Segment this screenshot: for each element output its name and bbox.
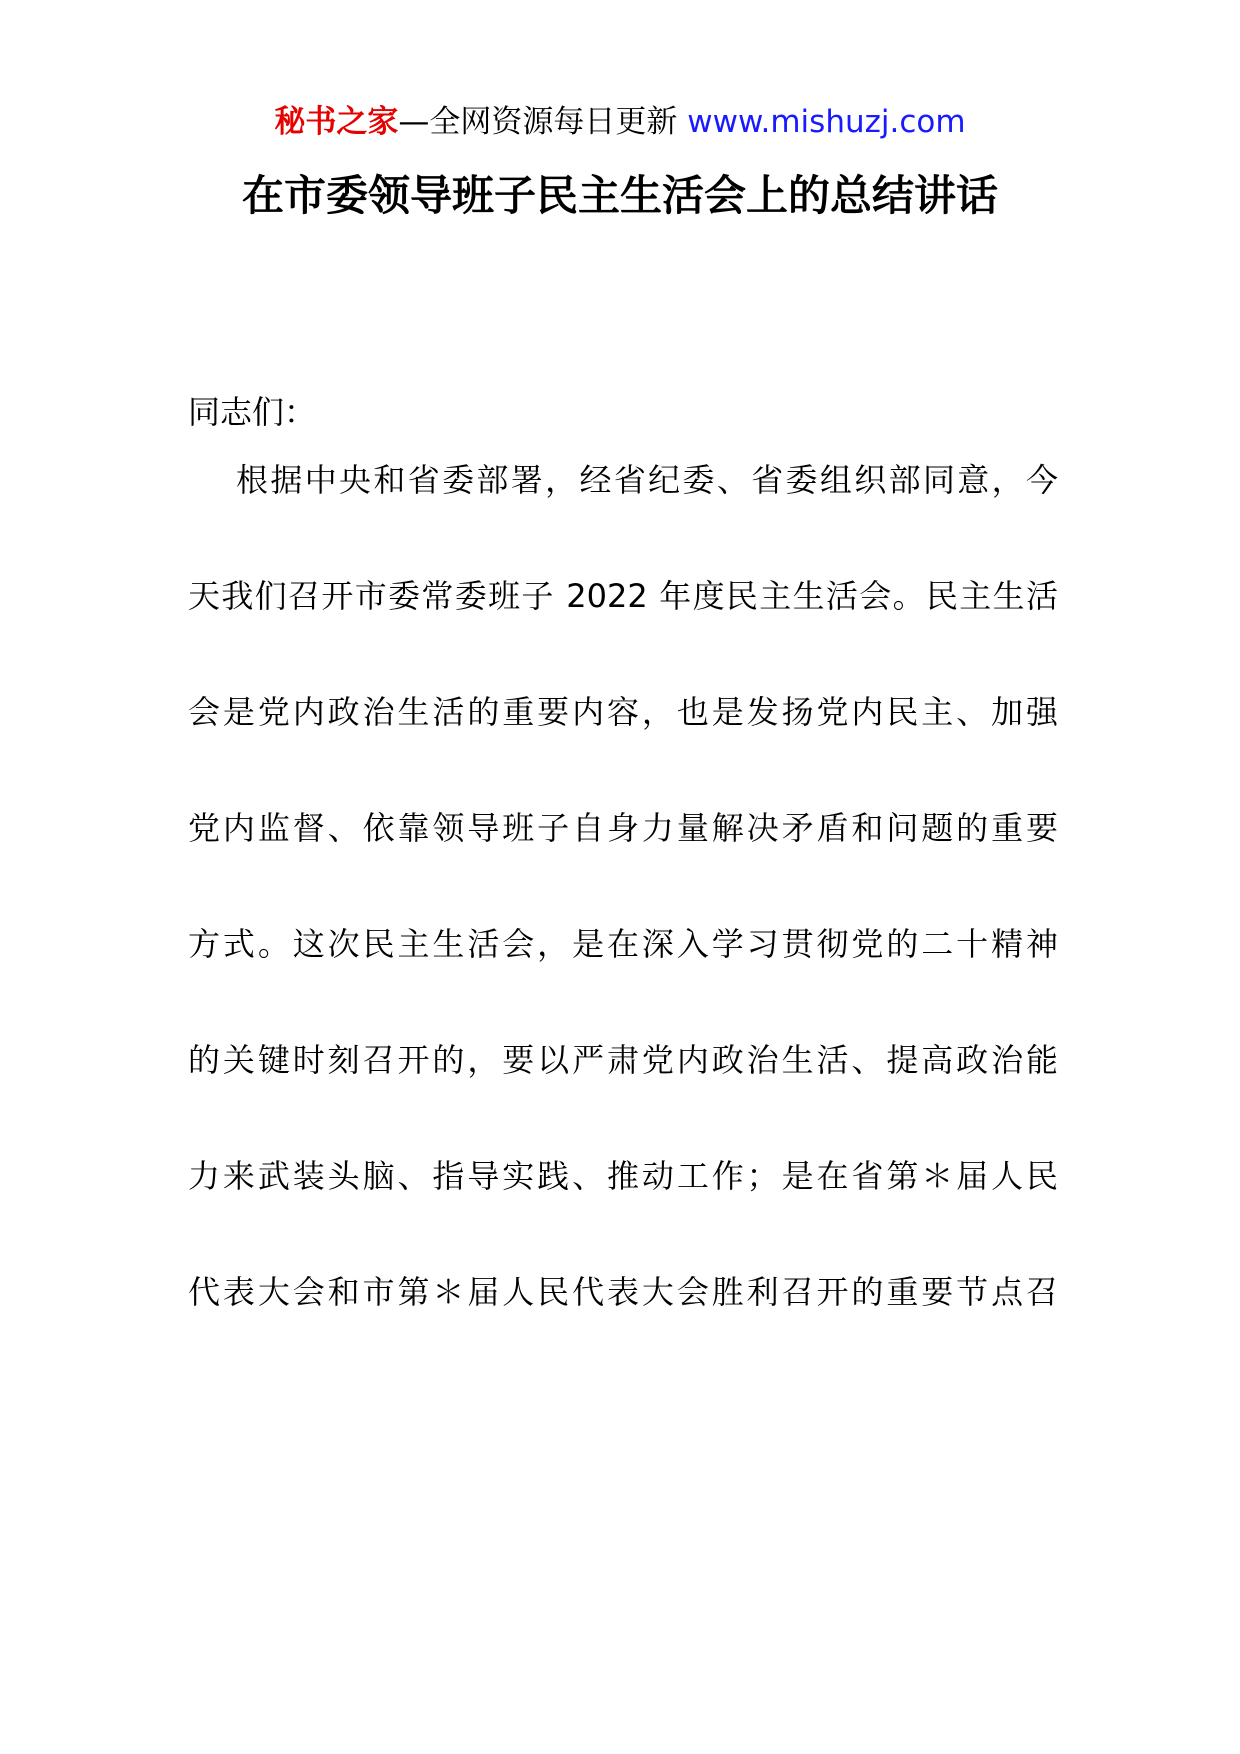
body-line-7: 力来武装头脑、指导实践、推动工作；是在省第＊届人民 xyxy=(188,1157,1058,1195)
salutation: 同志们： xyxy=(188,393,317,431)
body-line-8: 代表大会和市第＊届人民代表大会胜利召开的重要节点召 xyxy=(188,1273,1058,1311)
site-url-link[interactable]: www.mishuzj.com xyxy=(687,104,966,140)
site-name: 秘书之家 xyxy=(274,104,399,140)
body-line-3: 会是党内政治生活的重要内容，也是发扬党内民主、加强 xyxy=(188,693,1058,731)
site-tagline: —全网资源每日更新 xyxy=(398,104,688,140)
body-line-1: 根据中央和省委部署，经省纪委、省委组织部同意，今 xyxy=(236,461,1058,499)
body-line-2: 天我们召开市委常委班子 2022 年度民主生活会。民主生活 xyxy=(188,577,1058,615)
site-header xyxy=(0,100,1240,144)
body-line-6: 的关键时刻召开的，要以严肃党内政治生活、提高政治能 xyxy=(188,1041,1058,1079)
body-line-5: 方式。这次民主生活会，是在深入学习贯彻党的二十精神 xyxy=(188,925,1058,963)
body-line-4: 党内监督、依靠领导班子自身力量解决矛盾和问题的重要 xyxy=(188,809,1058,847)
document-title: 在市委领导班子民主生活会上的总结讲话 xyxy=(241,171,998,220)
